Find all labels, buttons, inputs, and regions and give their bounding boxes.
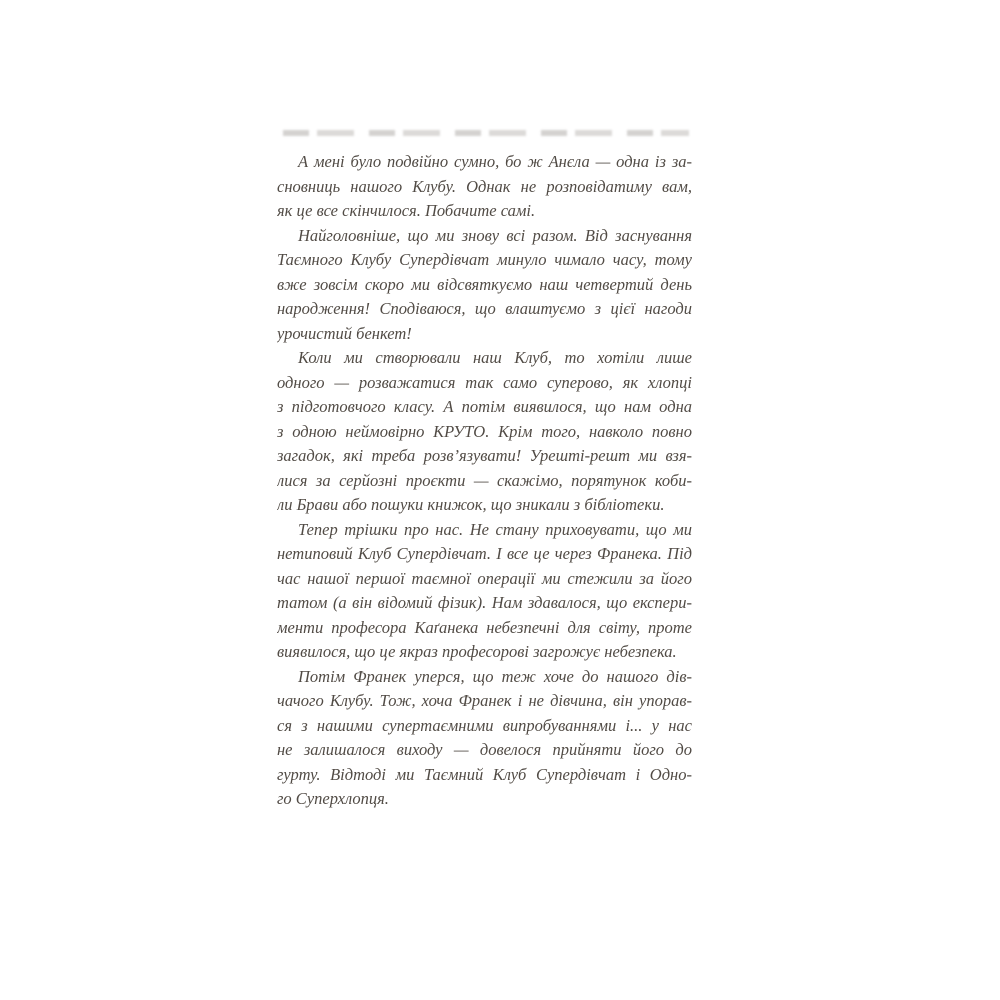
text-line: ся з нашими супертаємними випробуваннями і... у нас xyxy=(277,715,692,735)
text-line: лися за серйозні проєкти — скажімо, порятунок коби- xyxy=(277,470,692,490)
text-line: А мені було подвійно сумно, бо ж Анєла — одна із за- xyxy=(298,152,692,171)
text-line: загадок, які треба розв’язувати! Урешті-решт ми взя- xyxy=(277,446,692,465)
paragraph xyxy=(277,224,692,347)
text-line: вже зовсім скоро ми відсвяткуємо наш четвертий день xyxy=(277,274,692,294)
cropped-text-artifact xyxy=(283,130,689,136)
page-text xyxy=(277,150,692,812)
text-line: як це все скінчилося. Побачите самі. xyxy=(277,201,536,220)
text-line: сновниць нашого Клубу. Однак не розповідатиму вам, xyxy=(277,176,692,196)
text-line: народження! Сподіваюся, що влаштуємо з цієї нагоди xyxy=(277,299,692,318)
text-line: нетиповий Клуб Супердівчат. І все це через Франека. Під xyxy=(277,544,692,563)
paragraph xyxy=(277,346,692,518)
text-line: гурту. Відтоді ми Таємний Клуб Супердівчат і Одно- xyxy=(277,764,692,784)
text-line: урочистий бенкет! xyxy=(277,323,412,343)
text-line: Тепер трішки про нас. Не стану приховувати, що ми xyxy=(298,519,692,539)
text-line: Коли ми створювали наш Клуб, то хотіли лише xyxy=(298,348,692,367)
text-line: ли Брави або пошуки книжок, що зникали з бібліотеки. xyxy=(277,495,665,514)
text-line: Таємного Клубу Супердівчат минуло чимало часу, тому xyxy=(277,250,692,269)
text-line: го Суперхлопця. xyxy=(277,789,389,808)
text-line: з підготовчого класу. А потім виявилося, що нам одна xyxy=(277,397,692,416)
text-line: Потім Франек уперся, що теж хоче до нашого дів- xyxy=(298,666,692,686)
text-line: Найголовніше, що ми знову всі разом. Від заснування xyxy=(298,225,692,245)
text-line: менти професора Каґанека небезпечні для світу, проте xyxy=(277,617,692,637)
text-line: татом (а він відомий фізик). Нам здавалося, що експери- xyxy=(277,593,692,612)
text-line: час нашої першої таємної операції ми стежили за його xyxy=(277,568,692,588)
text-line: одного — розважатися так само суперово, як хлопці xyxy=(277,372,692,392)
text-line: не залишалося виходу — довелося прийняти його до xyxy=(277,740,692,759)
paragraph xyxy=(277,665,692,812)
text-line: з одною неймовірно КРУТО. Крім того, навколо повно xyxy=(277,421,692,441)
text-line: чачого Клубу. Тож, хоча Франек і не дівчина, він упорав- xyxy=(277,691,692,710)
paragraph xyxy=(277,518,692,665)
text-line: виявилося, що це якраз професорові загрожує небезпека. xyxy=(277,642,677,661)
paragraph xyxy=(277,150,692,224)
